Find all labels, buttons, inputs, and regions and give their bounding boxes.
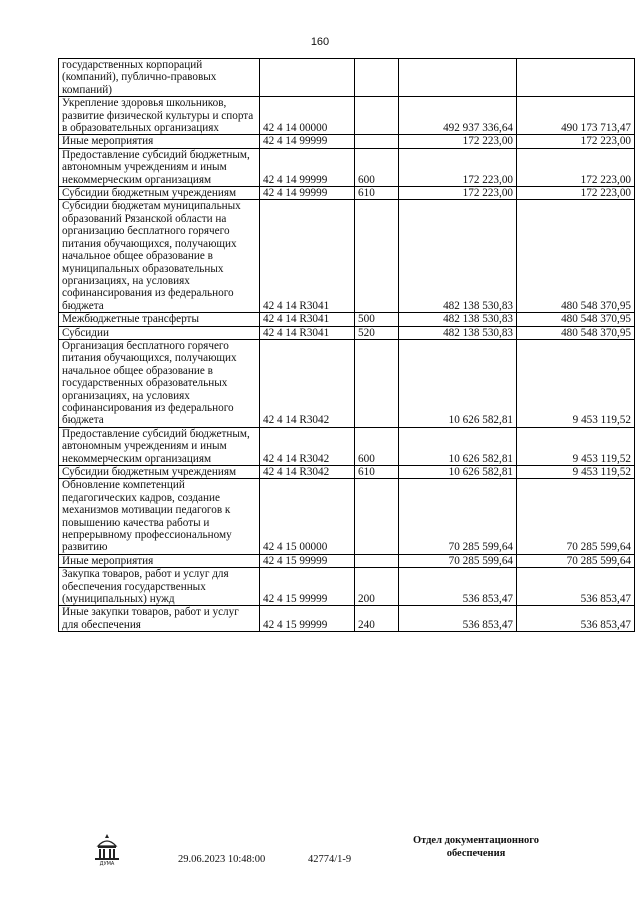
row-code: 42 4 15 99999 bbox=[260, 568, 355, 606]
row-code: 42 4 15 00000 bbox=[260, 479, 355, 554]
row-value-1: 536 853,47 bbox=[399, 568, 517, 606]
row-value-1: 172 223,00 bbox=[399, 135, 517, 148]
row-value-2: 9 453 119,52 bbox=[517, 339, 635, 427]
table-row bbox=[59, 200, 635, 313]
row-value-1: 172 223,00 bbox=[399, 187, 517, 200]
emblem-text: ДУМА bbox=[99, 861, 115, 866]
row-value-2: 480 548 370,95 bbox=[517, 313, 635, 326]
row-value-2: 490 173 713,47 bbox=[517, 97, 635, 135]
row-value-2: 70 285 599,64 bbox=[517, 554, 635, 567]
row-type: 500 bbox=[355, 313, 399, 326]
row-name: Субсидии бюджетам муниципальных образований Рязанской области на организацию бесплатного горячего питания обучающихся, получающих начальное общее образование в муниципальных образовательных организациях, на условиях софинансирования из федерального бюджета bbox=[59, 200, 260, 313]
row-name: Субсидии bbox=[59, 326, 260, 339]
table-row bbox=[59, 606, 635, 632]
duma-emblem-icon bbox=[90, 832, 124, 866]
row-value-1: 492 937 336,64 bbox=[399, 97, 517, 135]
row-type bbox=[355, 135, 399, 148]
footer-department: Отдел документационного обеспечения bbox=[412, 835, 540, 859]
row-code: 42 4 14 R3042 bbox=[260, 466, 355, 479]
row-code: 42 4 15 99999 bbox=[260, 554, 355, 567]
row-value-2: 536 853,47 bbox=[517, 606, 635, 632]
table-row bbox=[59, 148, 635, 186]
row-type: 200 bbox=[355, 568, 399, 606]
row-type bbox=[355, 554, 399, 567]
budget-table-body bbox=[59, 59, 635, 632]
table-row bbox=[59, 466, 635, 479]
row-name: Иные мероприятия bbox=[59, 554, 260, 567]
row-type: 610 bbox=[355, 466, 399, 479]
row-value-1: 482 138 530,83 bbox=[399, 313, 517, 326]
table-row bbox=[59, 135, 635, 148]
table-row bbox=[59, 97, 635, 135]
row-code: 42 4 14 R3041 bbox=[260, 313, 355, 326]
table-row bbox=[59, 326, 635, 339]
row-value-1: 70 285 599,64 bbox=[399, 479, 517, 554]
row-value-2: 480 548 370,95 bbox=[517, 326, 635, 339]
row-value-1: 10 626 582,81 bbox=[399, 427, 517, 465]
row-value-2: 480 548 370,95 bbox=[517, 200, 635, 313]
row-name: Предоставление субсидий бюджетным, автономным учреждениям и иным некоммерческим организациям bbox=[59, 427, 260, 465]
table-row bbox=[59, 313, 635, 326]
row-value-2: 172 223,00 bbox=[517, 187, 635, 200]
row-name: Субсидии бюджетным учреждениям bbox=[59, 466, 260, 479]
row-type bbox=[355, 479, 399, 554]
row-type: 240 bbox=[355, 606, 399, 632]
table-row bbox=[59, 427, 635, 465]
row-value-2: 536 853,47 bbox=[517, 568, 635, 606]
budget-table bbox=[58, 58, 635, 632]
row-value-2 bbox=[517, 59, 635, 97]
row-type bbox=[355, 97, 399, 135]
row-type: 610 bbox=[355, 187, 399, 200]
footer-doc-number: 42774/1-9 bbox=[308, 854, 352, 865]
row-code bbox=[260, 59, 355, 97]
table-row bbox=[59, 568, 635, 606]
row-type bbox=[355, 200, 399, 313]
table-row bbox=[59, 187, 635, 200]
row-code: 42 4 14 R3041 bbox=[260, 200, 355, 313]
table-row bbox=[59, 339, 635, 427]
row-name: Предоставление субсидий бюджетным, автономным учреждениям и иным некоммерческим организациям bbox=[59, 148, 260, 186]
row-value-1: 482 138 530,83 bbox=[399, 200, 517, 313]
table-row bbox=[59, 554, 635, 567]
row-code: 42 4 14 99999 bbox=[260, 135, 355, 148]
page-footer bbox=[0, 832, 640, 892]
table-row bbox=[59, 59, 635, 97]
row-value-1 bbox=[399, 59, 517, 97]
footer-date: 29.06.2023 10:48:00 bbox=[178, 854, 266, 865]
row-type bbox=[355, 59, 399, 97]
row-code: 42 4 14 R3041 bbox=[260, 326, 355, 339]
row-value-1: 70 285 599,64 bbox=[399, 554, 517, 567]
row-type bbox=[355, 339, 399, 427]
row-code: 42 4 14 99999 bbox=[260, 187, 355, 200]
page-number: 160 bbox=[310, 36, 330, 48]
row-type: 600 bbox=[355, 148, 399, 186]
row-value-2: 70 285 599,64 bbox=[517, 479, 635, 554]
row-name: Закупка товаров, работ и услуг для обеспечения государственных (муниципальных) нужд bbox=[59, 568, 260, 606]
row-name: Организация бесплатного горячего питания обучающихся, получающих начальное общее образование в государственных образовательных организациях, на условиях софинансирования из федерального бюджета bbox=[59, 339, 260, 427]
row-name: Иные закупки товаров, работ и услуг для обеспечения bbox=[59, 606, 260, 632]
row-value-1: 172 223,00 bbox=[399, 148, 517, 186]
row-code: 42 4 14 00000 bbox=[260, 97, 355, 135]
row-value-2: 172 223,00 bbox=[517, 135, 635, 148]
row-code: 42 4 14 R3042 bbox=[260, 339, 355, 427]
row-name: Иные мероприятия bbox=[59, 135, 260, 148]
row-name: Обновление компетенций педагогических кадров, создание механизмов мотивации педагогов к повышению качества работы и непрерывному профессиональному развитию bbox=[59, 479, 260, 554]
row-value-1: 536 853,47 bbox=[399, 606, 517, 632]
row-code: 42 4 14 R3042 bbox=[260, 427, 355, 465]
table-row bbox=[59, 479, 635, 554]
row-value-2: 9 453 119,52 bbox=[517, 466, 635, 479]
row-code: 42 4 14 99999 bbox=[260, 148, 355, 186]
row-name: государственных корпораций (компаний), публично-правовых компаний) bbox=[59, 59, 260, 97]
row-code: 42 4 15 99999 bbox=[260, 606, 355, 632]
row-name: Укрепление здоровья школьников, развитие физической культуры и спорта в образовательных организациях bbox=[59, 97, 260, 135]
row-name: Субсидии бюджетным учреждениям bbox=[59, 187, 260, 200]
row-value-1: 482 138 530,83 bbox=[399, 326, 517, 339]
row-type: 600 bbox=[355, 427, 399, 465]
row-value-1: 10 626 582,81 bbox=[399, 339, 517, 427]
row-value-1: 10 626 582,81 bbox=[399, 466, 517, 479]
row-name: Межбюджетные трансферты bbox=[59, 313, 260, 326]
row-type: 520 bbox=[355, 326, 399, 339]
row-value-2: 9 453 119,52 bbox=[517, 427, 635, 465]
row-value-2: 172 223,00 bbox=[517, 148, 635, 186]
